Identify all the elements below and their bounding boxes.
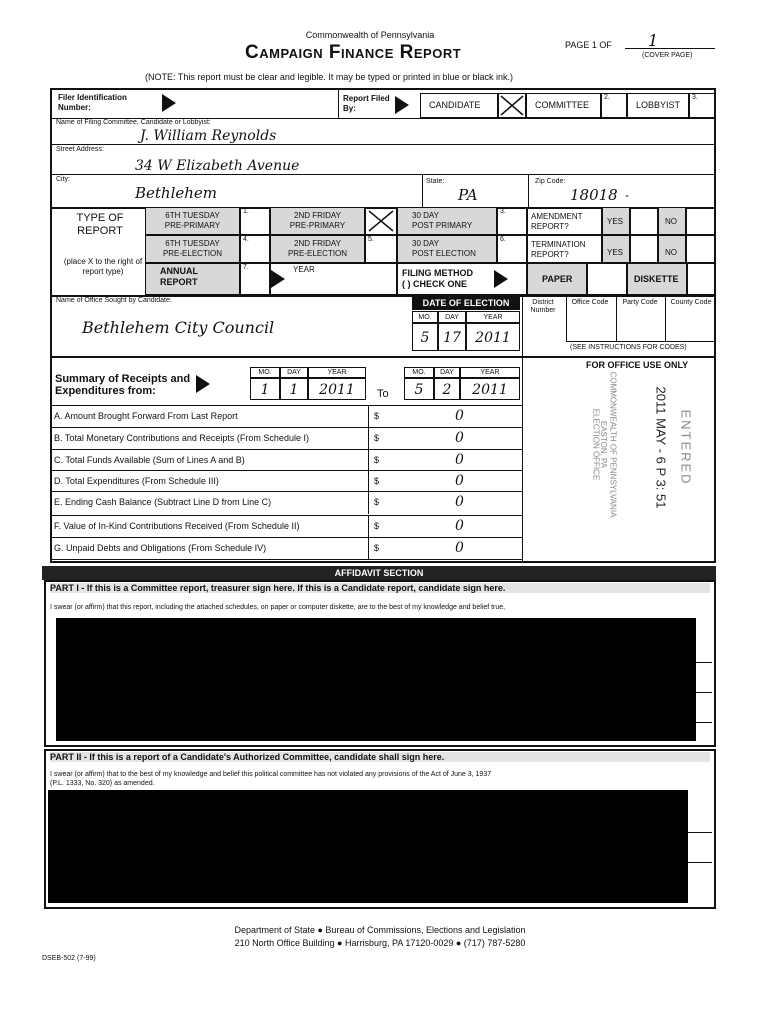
option-line: 6TH TUESDAY (165, 239, 220, 248)
summary-row-value[interactable]: 0 (455, 452, 464, 468)
option-line: 2ND FRIDAY (294, 239, 341, 248)
termination-yes-check[interactable] (630, 235, 658, 263)
street-label: Street Address: (56, 146, 104, 153)
termination-label: TERMINATION REPORT? (531, 240, 586, 259)
from-year-label: YEAR (308, 367, 366, 378)
summary-row (50, 427, 522, 449)
from-day-label: DAY (280, 367, 308, 378)
election-year[interactable]: 2011 (466, 323, 520, 351)
day-label: DAY (438, 311, 466, 323)
office-use-label: FOR OFFICE USE ONLY (586, 360, 689, 370)
termination-yes[interactable]: YES (602, 235, 630, 263)
option-line: POST PRIMARY (412, 221, 473, 230)
page-title: Campaign Finance Report (245, 42, 462, 63)
summary-row-value[interactable]: 0 (455, 408, 464, 424)
city-label: City: (56, 176, 70, 183)
zip-value[interactable]: 18018 (570, 186, 618, 204)
stamp-line: ELECTION OFFICE (591, 408, 601, 481)
option-line: 2ND FRIDAY (294, 211, 341, 220)
date-of-election-label: DATE OF ELECTION (412, 296, 520, 310)
commonwealth-label: Commonwealth of Pennsylvania (305, 30, 435, 40)
form-id: DSEB-502 (7-99) (42, 955, 96, 962)
election-day[interactable]: 17 (438, 323, 466, 351)
to-day[interactable]: 2 (434, 378, 460, 400)
part2-label: PART II - If this is a report of a Candidate's Authorized Committee, candidate shall sign here. (50, 752, 710, 762)
amendment-yes-check[interactable] (630, 207, 658, 235)
summary-row-label: F. Value of In-Kind Contributions Received (From Schedule II) (54, 521, 300, 531)
to-mo-label: MO. (404, 367, 434, 378)
committee-check[interactable] (601, 93, 627, 118)
option-4-check[interactable] (240, 235, 270, 263)
summary-row-value[interactable]: 0 (455, 518, 464, 534)
currency-sign: $ (374, 497, 380, 507)
filing-method-text (402, 268, 473, 290)
option-7-check[interactable] (240, 263, 270, 295)
type-note: (place X to the right of report type) (63, 257, 143, 276)
received-stamp (560, 371, 710, 520)
part2-text: I swear (or affirm) that to the best of my knowledge and belief this political committee has not violated any provisions of the Act of June 3, 1937 (50, 771, 492, 778)
option-1-check[interactable] (240, 207, 270, 235)
stamp-entered: ENTERED (678, 409, 694, 486)
option-6-text (412, 239, 476, 259)
option-5-text (270, 239, 365, 259)
option-line: REPORT (160, 277, 198, 287)
summary-row (50, 491, 522, 513)
summary-row (50, 515, 522, 537)
summary-row (50, 537, 522, 559)
option-7-text (160, 266, 198, 288)
summary-row-label: E. Ending Cash Balance (Subtract Line D from Line C) (54, 497, 272, 507)
option-line: PRE-ELECTION (287, 249, 348, 258)
num-label: 2. (604, 94, 610, 101)
type-of-report-label: TYPE OF REPORT (76, 212, 124, 237)
arrow-icon (162, 94, 176, 112)
page-of-line (625, 48, 715, 49)
zip-label: Zip Code: (535, 178, 566, 185)
filer-id-label: Filer Identification Number: (58, 93, 127, 112)
currency-sign: $ (374, 411, 380, 421)
arrow-icon (395, 96, 409, 114)
part1-label: PART I - If this is a Committee report, treasurer sign here. If this is a Candidate report, candidate sign here. (50, 583, 710, 593)
option-5-check[interactable] (365, 235, 397, 263)
lobbyist-check[interactable] (689, 93, 716, 118)
option-line: ANNUAL (160, 266, 198, 276)
name-value[interactable]: J. William Reynolds (140, 128, 277, 144)
amendment-no-check[interactable] (686, 207, 716, 235)
num-label: 5. (368, 236, 374, 243)
city-value[interactable]: Bethlehem (135, 184, 218, 202)
diskette-check[interactable] (687, 263, 716, 295)
summary-row-label: C. Total Funds Available (Sum of Lines A and B) (54, 455, 245, 465)
num-label: 6. (500, 236, 506, 243)
summary-row-value[interactable]: 0 (455, 430, 464, 446)
summary-row (50, 470, 522, 491)
part2-text2: (P.L. 1333, No. 320) as amended. (50, 780, 155, 787)
amendment-label: AMENDMENT REPORT? (531, 212, 583, 231)
to-label: To (377, 388, 389, 400)
arrow-icon (494, 270, 508, 288)
affidavit-title: AFFIDAVIT SECTION (334, 568, 424, 578)
state-label: State: (426, 178, 445, 185)
filing-method-label: FILING METHOD (402, 268, 473, 278)
termination-no[interactable]: NO (658, 235, 686, 263)
summary-row-label: A. Amount Brought Forward From Last Report (54, 411, 238, 421)
candidate-check[interactable] (498, 93, 526, 118)
office-label: Name of Office Sought by Candidate: (56, 297, 172, 304)
option-line: POST ELECTION (412, 249, 476, 258)
lobbyist-box[interactable]: LOBBYIST (627, 93, 689, 118)
to-year-label: YEAR (460, 367, 520, 378)
amendment-no[interactable]: NO (658, 207, 686, 235)
summary-row-value[interactable]: 0 (455, 473, 464, 489)
footer-line1: Department of State ● Bureau of Commissions, Elections and Legislation (234, 925, 526, 935)
stamp-line: EASTON, PA (599, 420, 609, 469)
from-mo-label: MO. (250, 367, 280, 378)
district-label: District Number (530, 299, 556, 314)
summary-row-value[interactable]: 0 (455, 540, 464, 556)
option-line: 6TH TUESDAY (165, 211, 220, 220)
party-code-label: Party Code (622, 299, 658, 306)
currency-sign: $ (374, 543, 380, 553)
to-day-label: DAY (434, 367, 460, 378)
to-year[interactable]: 2011 (460, 378, 520, 400)
from-year[interactable]: 2011 (308, 378, 366, 400)
mo-label: MO. (412, 311, 438, 323)
committee-box[interactable]: COMMITTEE (526, 93, 601, 118)
instructions-label: (SEE INSTRUCTIONS FOR CODES) (570, 344, 687, 351)
x-mark-icon (366, 208, 396, 234)
option-1-text (145, 211, 240, 231)
street-value[interactable]: 34 W Elizabeth Avenue (135, 158, 300, 174)
office-code-label: Office Code (571, 299, 609, 306)
currency-sign: $ (374, 476, 380, 486)
num-label: 3. (500, 208, 506, 215)
paper-option[interactable]: PAPER (527, 263, 587, 295)
option-3-text (412, 211, 472, 231)
redacted-block (48, 790, 688, 903)
summary-label: Summary of Receipts and Expenditures from: (55, 373, 191, 397)
summary-row-label: B. Total Monetary Contributions and Receipts (From Schedule I) (54, 433, 309, 443)
stamp-date: 2011 MAY - 6 P 3: 51 (653, 386, 669, 509)
from-mo[interactable]: 1 (250, 378, 280, 400)
footer-line2: 210 North Office Building ● Harrisburg, PA 17120-0029 ● (717) 787-5280 (234, 938, 526, 948)
county-code-label: County Code (670, 299, 712, 306)
diskette-option[interactable]: DISKETTE (627, 263, 687, 295)
cover-page-label: (COVER PAGE) (642, 52, 693, 59)
election-mo[interactable]: 5 (412, 323, 438, 351)
currency-sign: $ (374, 433, 380, 443)
summary-row-label: D. Total Expenditures (From Schedule III) (54, 476, 219, 486)
summary-row-value[interactable]: 0 (455, 494, 464, 510)
option-3-check[interactable] (497, 207, 527, 235)
page-label: PAGE 1 OF (565, 40, 612, 50)
year-label: YEAR (293, 265, 315, 274)
from-day[interactable]: 1 (280, 378, 308, 400)
num-label: 4. (243, 236, 249, 243)
report-filed-by-label: Report Filed By: (343, 94, 390, 113)
currency-sign: $ (374, 455, 380, 465)
summary-row (50, 449, 522, 470)
year-box[interactable] (270, 263, 397, 295)
num-label: 1. (243, 208, 249, 215)
num-label: 3. (692, 94, 698, 101)
amendment-yes[interactable]: YES (602, 207, 630, 235)
option-line: 30 DAY (412, 239, 439, 248)
state-value[interactable]: PA (458, 186, 478, 204)
candidate-box[interactable]: CANDIDATE (420, 93, 498, 118)
x-mark-icon (499, 94, 525, 117)
summary-row-label: G. Unpaid Debts and Obligations (From Schedule IV) (54, 543, 267, 553)
option-line: 30 DAY (412, 211, 439, 220)
year-label: YEAR (466, 311, 520, 323)
stamp-line: COMMONWEALTH OF PENNSYLVANIA (608, 371, 618, 518)
option-line: PRE-PRIMARY (164, 221, 221, 230)
option-6-check[interactable] (497, 235, 527, 263)
currency-sign: $ (374, 521, 380, 531)
summary-row (50, 405, 522, 427)
arrow-icon (196, 375, 210, 393)
office-value[interactable]: Bethlehem City Council (82, 318, 275, 337)
option-2-text (270, 211, 365, 231)
num-label: 7. (243, 264, 249, 271)
termination-no-check[interactable] (686, 235, 716, 263)
paper-check[interactable] (587, 263, 627, 295)
name-label: Name of Filing Committee, Candidate or Lobbyist: (56, 119, 211, 126)
check-one-label: ( ) CHECK ONE (402, 279, 467, 289)
option-2-check[interactable] (365, 207, 397, 235)
option-line: PRE-PRIMARY (289, 221, 346, 230)
zip-dash: - (625, 188, 629, 202)
note-text: (NOTE: This report must be clear and legible. It may be typed or printed in blue or black ink.) (145, 72, 514, 82)
part1-text: I swear (or affirm) that this report, including the attached schedules, on paper or computer diskette, are to the best of my knowledge and belief true, (50, 604, 506, 611)
to-mo[interactable]: 5 (404, 378, 434, 400)
redacted-block (56, 618, 696, 741)
page-of-value: 1 (648, 31, 659, 50)
option-4-text (145, 239, 240, 259)
option-line: PRE-ELECTION (162, 249, 223, 258)
